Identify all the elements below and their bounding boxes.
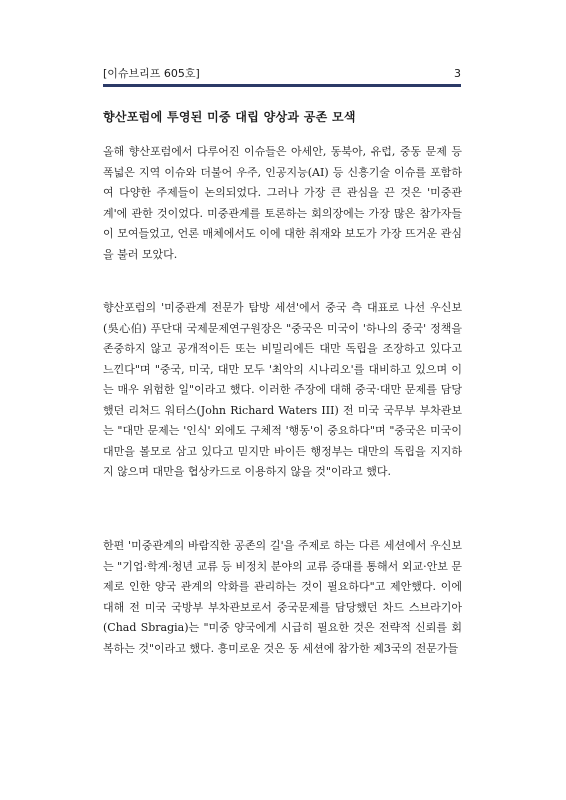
issue-label: [이슈브리프 605호]	[103, 67, 200, 80]
header-divider	[103, 84, 461, 87]
paragraph-3: 한편 '미중관계의 바람직한 공존의 길'을 주제로 하는 다른 세션에서 우신보는 "기업·학계·청년 교류 등 비정치 분야의 교류 증대를 통해서 외교·안보 문제로 인한 양국 관계의 악화를 관리하는 것이 필요하다"고 제안했다. 이에 대해 전 미국 국방부 부차관보로서 중국문제를 담당했던 차드 스브라기아(Chad Sbragia)는 "미중 양국에게 시급히 필요한 것은 전략적 신뢰를 회복하는 것"이라고 했다. 흥미로운 것은 동 세션에 참가한 제3국의 전문가들	[103, 539, 462, 655]
section-title: 향산포럼에 투영된 미중 대립 양상과 공존 모색	[103, 110, 356, 124]
paragraph-2: 향산포럼의 '미중관계 전문가 탐방 세션'에서 중국 측 대표로 나선 우신보(吳心伯) 푸단대 국제문제연구원장은 "중국은 미국이 '하나의 중국' 정책을 존중하지 않고 공개적이든 또는 비밀리에든 대만 독립을 조장하고 있다고 느낀다"며 "중국, 미국, 대만 모두 '최악의 시나리오'를 대비하고 있으며 이는 매우 위험한 일"이라고 했다. 이러한 주장에 대해 중국·대만 문제를 담당했던 리처드 워터스(John Richard Waters III) 전 미국 국무부 부차관보는 "대만 문제는 '인식' 외에도 구체적 '행동'이 중요하다"며 "중국은 미국이 대만을 볼모로 삼고 있다고 믿지만 바이든 행정부는 대만의 독립을 지지하지 않으며 대만을 협상카드로 이용하지 않을 것"이라고 했다.	[103, 301, 462, 478]
page-number: 3	[454, 66, 461, 80]
page-header	[103, 66, 461, 80]
paragraph-1: 올해 향산포럼에서 다루어진 이슈들은 아세안, 동북아, 유럽, 중동 문제 등 폭넓은 지역 이슈와 더불어 우주, 인공지능(AI) 등 신흥기술 이슈를 포함하여 다양한 주제들이 논의되었다. 그러나 가장 큰 관심을 끈 것은 '미중관계'에 관한 것이었다. 미중관계를 토론하는 회의장에는 가장 많은 참가자들이 모여들었고, 언론 매체에서도 이에 대한 취재와 보도가 가장 뜨거운 관심을 불러 모았다.	[103, 145, 462, 261]
